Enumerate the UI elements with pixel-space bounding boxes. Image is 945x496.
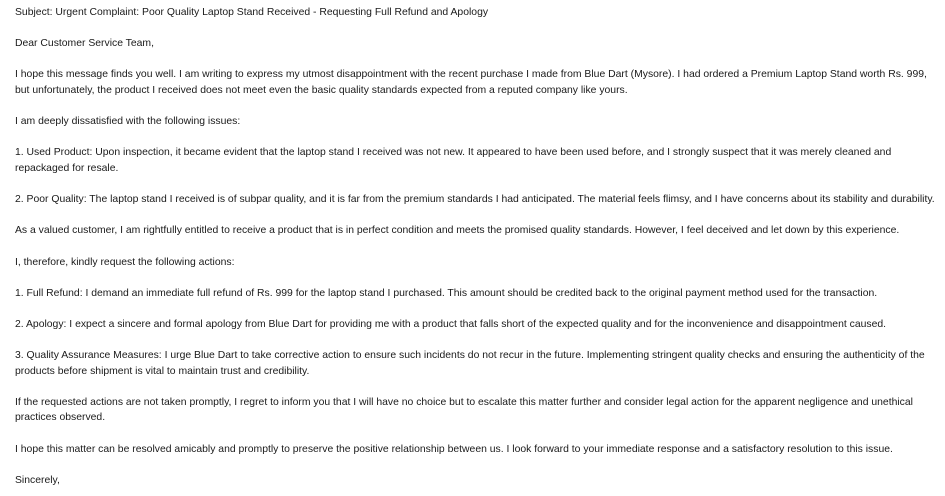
action-item-full-refund: 1. Full Refund: I demand an immediate full refund of Rs. 999 for the laptop stand I purchased. This amount should be credited back to the original payment method used for the transaction. (15, 287, 878, 299)
email-document (15, 5, 940, 488)
email-subject: Subject: Urgent Complaint: Poor Quality Laptop Stand Received - Requesting Full Refund and Apology (15, 7, 489, 18)
action-item-quality-assurance: 3. Quality Assurance Measures: I urge Blue Dart to take corrective action to ensure such incidents do not recur in the future. Implementing stringent quality checks and ensuring the authenticity of the products before shipment is vital to maintain trust and credibility. (15, 350, 925, 377)
issues-heading: I am deeply dissatisfied with the following issues: (15, 116, 241, 128)
issue-item-poor-quality: 2. Poor Quality: The laptop stand I received is of subpar quality, and it is far from the premium standards I had anticipated. The material feels flimsy, and I have concerns about its stability and durability. (15, 194, 935, 206)
sign-off: Sincerely, (15, 474, 60, 486)
issue-item-used-product: 1. Used Product: Upon inspection, it became evident that the laptop stand I received was not new. It appeared to have been used before, and I strongly suspect that it was merely cleaned and repackaged for resale. (15, 147, 892, 174)
action-item-apology: 2. Apology: I expect a sincere and formal apology from Blue Dart for providing me with a product that falls short of the expected quality and for the inconvenience and disappointment caused. (15, 318, 887, 330)
actions-heading: I, therefore, kindly request the following actions: (15, 256, 235, 268)
email-greeting: Dear Customer Service Team, (15, 38, 154, 50)
closing-paragraph: I hope this matter can be resolved amicably and promptly to preserve the positive relationship between us. I look forward to your immediate response and a satisfactory resolution to this issue. (15, 443, 893, 455)
intro-paragraph: I hope this message finds you well. I am writing to express my utmost disappointment with the recent purchase I made from Blue Dart (Mysore). I had ordered a Premium Laptop Stand worth Rs. 999, but unfortunately, the product I received does not meet even the basic quality standards expected from a reputed company like yours. (15, 69, 927, 96)
escalation-paragraph: If the requested actions are not taken promptly, I regret to inform you that I will have no choice but to escalate this matter further and consider legal action for the apparent negligence and unethical practices observed. (15, 396, 913, 424)
entitlement-paragraph: As a valued customer, I am rightfully entitled to receive a product that is in perfect condition and meets the promised quality standards. However, I feel deceived and let down by this experience. (15, 225, 900, 237)
